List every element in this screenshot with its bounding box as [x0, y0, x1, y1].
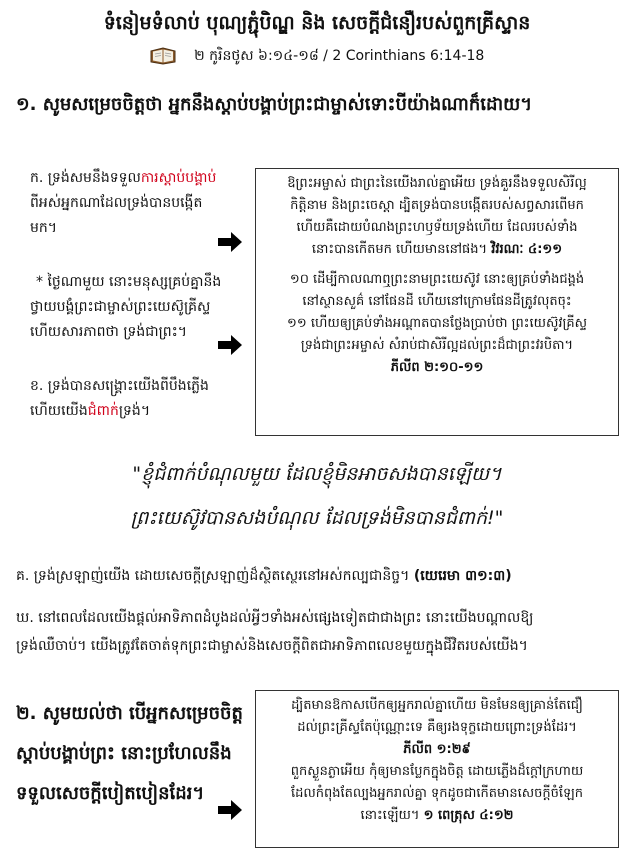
point-b-line1: ខ. ទ្រង់បានសង្គ្រោះយើងពីបឹងភ្លើង	[30, 378, 209, 394]
scripture-reference	[0, 46, 634, 66]
arrow-right-icon	[218, 800, 242, 820]
point-b-prefix: ហើយយើង	[30, 403, 88, 419]
section-2-heading-line3: ទទួលសេចក្តីបៀតបៀនដែរ។	[16, 783, 205, 804]
verse-text: ដល់ព្រះគ្រីស្ទតែប៉ុណ្ណោះទេ គឺឲ្យរងទុក្ខដោយព្រោះទ្រង់ដែរ។	[297, 720, 577, 735]
verse-ref: វិវរណៈ ៤:១១	[491, 242, 563, 257]
point-d-line2: ទ្រង់ឈឺចាប់។ យើងត្រូវតែចាត់ទុកព្រះជាម្ចាស់និងសេចក្តីពិតជាអាទិភាពលេខមួយក្នុងជីវិតរបស់យើង។	[16, 638, 528, 654]
point-b-highlight: ជំពាក់	[87, 403, 119, 419]
section-1-heading: ១. សូមសម្រេចចិត្តថា អ្នកនឹងស្តាប់បង្គាប់ព្រះជាម្ចាស់ទោះបីយ៉ាងណាក៏ដោយ។	[16, 94, 533, 115]
verse-ref: ភីលីព ១:២៩	[403, 742, 471, 757]
verse-text: ១១ ហើយឲ្យគ្រប់ទាំងអណ្តាតបានថ្លែងប្រាប់ថា ព្រះយេស៊ូវគ្រីស្ទ	[287, 316, 587, 331]
verse-text: ដ្បិតមានឱកាសបើកឲ្យអ្នករាល់គ្នាហើយ មិនមែនឲ្យគ្រាន់តែជឿ	[291, 698, 583, 713]
section-2-heading-line1: ២. សូមយល់ថា បើអ្នកសម្រេចចិត្ត	[16, 703, 243, 724]
quote-line-1: "ខ្ញុំជំពាក់បំណុលមួយ ដែលខ្ញុំមិនអាចសងបានឡើយ។	[132, 463, 502, 485]
section-2-heading-line2: ស្តាប់បង្គាប់ព្រះ នោះប្រហែលនឹង	[16, 743, 232, 764]
verse-text: នៅស្ថានសួគ៌ នៅផែនដី ហើយនៅក្រោមផែនដីត្រូវលុតចុះ	[302, 294, 572, 309]
note-line2: ថ្វាយបង្គំព្រះជាម្ចាស់ព្រះយេស៊ូគ្រីស្ទ	[30, 299, 211, 315]
arrow-right-icon	[218, 335, 242, 355]
point-a	[30, 166, 252, 241]
verse-text: ដែលកំពុងតែល្បងអ្នករាល់គ្នា ទុកដូចជាកើតមានសេចក្តីចំឡែក	[290, 786, 584, 801]
point-a-highlight: ការស្តាប់បង្គាប់	[140, 170, 217, 186]
quote-line-2: ព្រះយេស៊ូវបានសងបំណុល ដែលទ្រង់មិនបានជំពាក់!"	[130, 507, 504, 529]
verse-text: ឱព្រះអម្ចាស់ ជាព្រះនៃយើងរាល់គ្នាអើយ ទ្រង់គួរនឹងទទួលសិរីល្អ	[287, 176, 587, 191]
point-d-line1: ឃ. នៅពេលដែលយើងផ្តល់អាទិភាពដំបូងដល់អ្វីៗទាំងអស់ផ្សេងទៀតជាជាងព្រះ នោះយើងបណ្តាលឱ្យ	[16, 610, 534, 626]
verse-box-1	[255, 168, 619, 436]
point-c-text: គ. ទ្រង់ស្រឡាញ់យើង ដោយសេចក្តីស្រឡាញ់ដ៏ស្ថិតស្ថេរនៅអស់កល្បជានិច្ច។	[16, 568, 410, 584]
note-confession	[30, 270, 252, 345]
point-b	[30, 374, 252, 424]
verse-text: ហើយគឺដោយបំណងព្រះហឫទ័យទ្រង់ហើយ ដែលរបស់ទាំង	[296, 220, 578, 235]
verse-ref: ១ ពេត្រុស ៤:១២	[423, 808, 514, 823]
verse-text: ១០ ដើម្បីកាលណាឮព្រះនាមព្រះយេស៊ូវ នោះឲ្យគ្រប់ទាំងជង្គង់	[289, 272, 585, 287]
reference-text: ២ កូរិនថូស ៦:១៤-១៨ / 2 Corinthians 6:14-18	[194, 48, 485, 64]
point-a-line2: ពីអស់អ្នកណាដែលទ្រង់បានបង្កើត	[30, 195, 203, 211]
verse-text: ទ្រង់ជាព្រះអម្ចាស់ សំរាប់ជាសិរីល្អដល់ព្រះដ៏ជាព្រះវរបិតា។	[300, 338, 574, 353]
point-b-suffix: ទ្រង់។	[118, 403, 151, 419]
verse-text: កិត្តិនាម និងព្រះចេស្តា ដ្បិតទ្រង់បានបង្កើតរបស់សព្វសារពើមក	[290, 198, 584, 213]
verse-ref: ភីលីព ២:១០-១១	[390, 360, 484, 375]
verse-box-2	[255, 690, 619, 848]
bible-book-icon	[150, 47, 176, 65]
point-a-prefix: ក. ទ្រង់សមនឹងទទួល	[30, 170, 141, 186]
point-d	[16, 604, 622, 660]
point-c-ref: (យេរេមា ៣១:៣)	[413, 568, 512, 584]
page-title: ទំនៀមទំលាប់ បុណ្យភ្ជុំបិណ្ឌ និង សេចក្តីជំនឿរបស់ពួកគ្រីស្ទាន	[103, 12, 531, 34]
section-2-heading	[16, 694, 256, 814]
point-a-line3: មក។	[30, 220, 58, 236]
arrow-right-icon	[218, 232, 242, 252]
verse-text: នោះបានកើតមក ហើយមាននៅផង។	[311, 242, 488, 257]
verse-text: ពួកស្ងួនភ្ងាអើយ កុំឲ្យមានប្លែកក្នុងចិត្ត ដោយភ្លើងដ៏ក្តៅក្រហាយ	[290, 764, 584, 779]
note-line3: ហើយសារភាពថា ទ្រង់ជាព្រះ។	[30, 324, 188, 340]
note-line1: * ថ្ងៃណាមួយ នោះមនុស្សគ្រប់គ្នានឹង	[36, 274, 222, 290]
point-c	[16, 562, 622, 590]
verse-text: នោះឡើយ។	[360, 808, 420, 823]
